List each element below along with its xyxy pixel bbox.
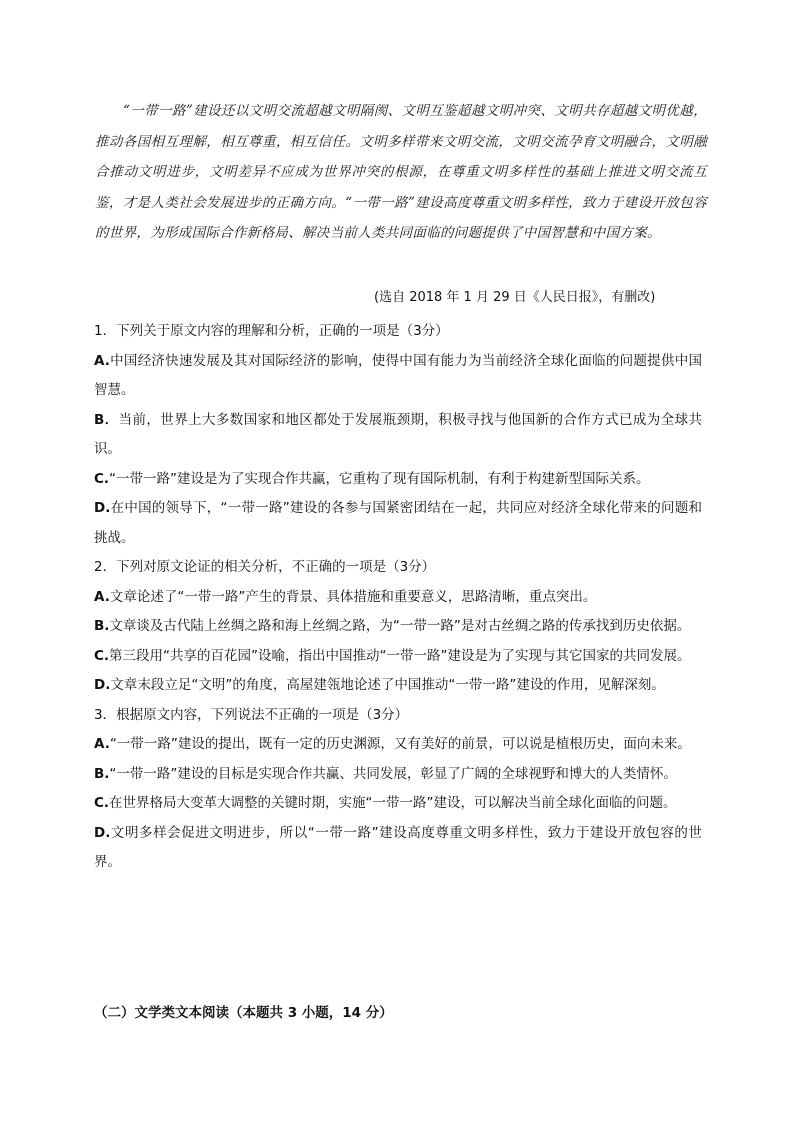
option-text: 在世界格局大变革大调整的关键时期，实施“一带一路”建设，可以解决当前全球化面临的问题。 xyxy=(109,795,677,811)
option-text: 中国经济快速发展及其对国际经济的影响，使得中国有能力为当前经济全球化面临的问题提供中国智慧。 xyxy=(94,352,702,398)
option-d xyxy=(94,671,702,701)
passage-paragraph: “一带一路”建设还以文明交流超越文明隔阂、文明互鉴超越文明冲突、文明共存超越文明优越，推动各国相互理解，相互尊重，相互信任。文明多样带来文明交流，文明交流孕育文明融合，文明融合推动文明进步，文明差异不应成为世界冲突的根源，在尊重文明多样性的基础上推进文明交流互鉴，才是人类社会发展进步的正确方向。“一带一路”建设高度尊重文明多样性，致力于建设开放包容的世界，为形成国际合作新格局、解决当前人类共同面临的问题提供了中国智慧和中国方案。 xyxy=(95,103,707,242)
option-b xyxy=(94,406,702,465)
option-text: “一带一路”建设是为了实现合作共赢，它重构了现有国际机制，有利于构建新型国际关系。 xyxy=(109,470,650,487)
option-text: 文章论述了“一带一路”产生的背景、具体措施和重要意义，思路清晰，重点突出。 xyxy=(109,588,597,605)
option-letter: C. xyxy=(94,470,110,487)
question-list xyxy=(94,317,702,878)
option-d xyxy=(94,494,702,553)
question-stem: 1．下列关于原文内容的理解和分析，正确的一项是（3分） xyxy=(94,323,449,339)
option-letter: B. xyxy=(94,618,110,634)
option-letter: D. xyxy=(94,677,111,693)
source-citation: (选自 2018 年 1 月 29 日《人民日报》，有删改) xyxy=(374,290,656,305)
question-stem: 2．下列对原文论证的相关分析，不正确的一项是（3分） xyxy=(94,559,436,575)
question-1 xyxy=(94,317,702,553)
option-a xyxy=(94,583,702,613)
question-2 xyxy=(94,553,702,701)
option-c xyxy=(94,465,702,495)
option-text: 文明多样会促进文明进步，所以“一带一路”建设高度尊重文明多样性，致力于建设开放包容的世界。 xyxy=(94,824,702,870)
option-text: 第三段用“共享的百花园”设喻，指出中国推动“一带一路”建设是为了实现与其它国家的共同发展。 xyxy=(109,647,691,664)
option-letter: A. xyxy=(94,736,110,752)
option-text: “一带一路”建设的提出，既有一定的历史渊源，又有美好的前景，可以说是植根历史，面向未来。 xyxy=(109,736,691,752)
option-letter: C. xyxy=(94,795,110,811)
option-c xyxy=(94,642,702,672)
option-letter: A. xyxy=(94,588,110,605)
option-letter: B． xyxy=(94,411,119,428)
option-a xyxy=(94,730,702,760)
option-d xyxy=(94,819,702,878)
option-letter: D. xyxy=(94,824,111,841)
option-text: 当前，世界上大多数国家和地区都处于发展瓶颈期，积极寻找与他国新的合作方式已成为全球共识。 xyxy=(94,411,702,457)
option-c xyxy=(94,789,702,819)
question-3 xyxy=(94,701,702,878)
option-letter: B. xyxy=(94,765,110,782)
option-text: 在中国的领导下，“一带一路”建设的各参与国紧密团结在一起，共同应对经济全球化带来的问题和挑战。 xyxy=(94,500,702,546)
option-letter: D. xyxy=(94,500,111,516)
option-text: 文章末段立足“文明”的角度，高屋建瓴地论述了中国推动“一带一路”建设的作用，见解深刻。 xyxy=(110,677,665,693)
option-a xyxy=(94,347,702,406)
option-letter: C. xyxy=(94,647,110,664)
option-b xyxy=(94,760,702,790)
option-text: 文章谈及古代陆上丝绸之路和海上丝绸之路，为“一带一路”是对古丝绸之路的传承找到历史依据。 xyxy=(109,618,691,634)
question-stem: 3．根据原文内容，下列说法不正确的一项是（3分） xyxy=(94,706,409,723)
option-letter: A. xyxy=(94,352,110,369)
option-b xyxy=(94,612,702,642)
section-heading: （二）文学类文本阅读（本题共 3 小题，14 分） xyxy=(94,1005,393,1021)
option-text: “一带一路”建设的目标是实现合作共赢、共同发展，彰显了广阔的全球视野和博大的人类情怀。 xyxy=(109,765,677,782)
